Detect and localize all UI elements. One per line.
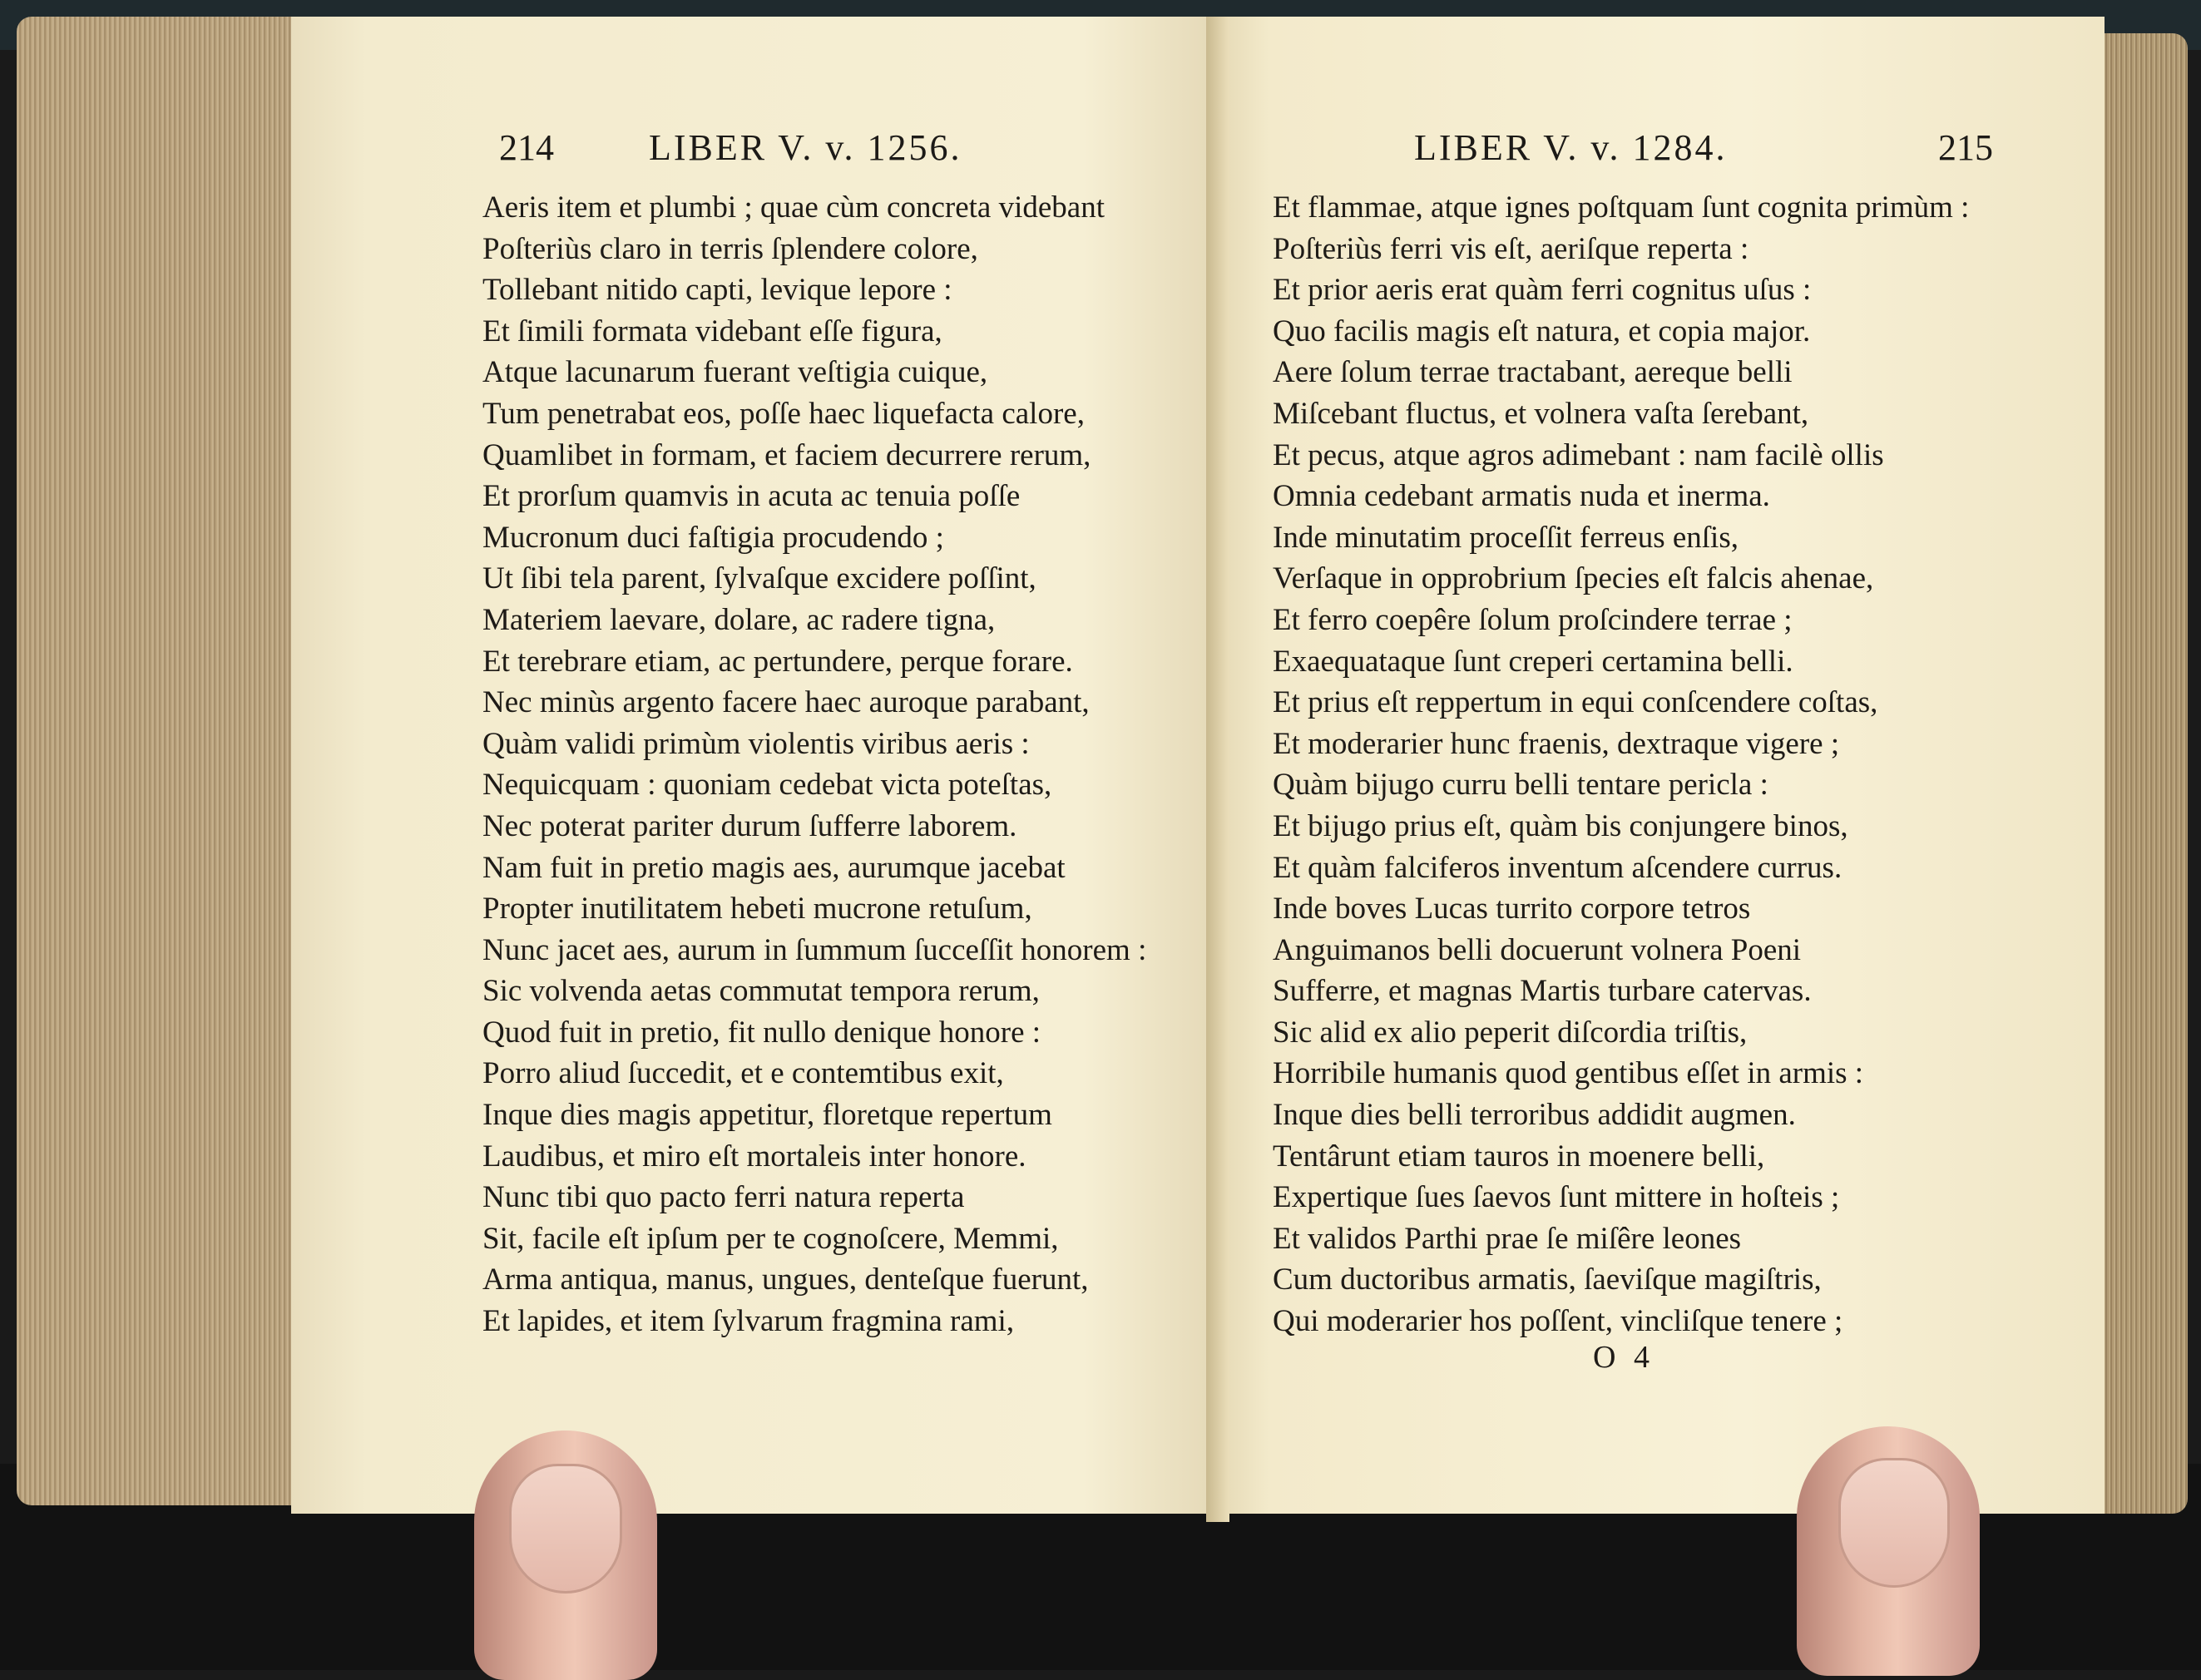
text-line: Et moderarier hunc fraenis, dextraque vigere ; bbox=[1273, 726, 1840, 761]
text-line: Poſteriùs claro in terris ſplendere colore, bbox=[482, 231, 978, 266]
text-line: Et quàm falciferos inventum aſcendere currus. bbox=[1273, 850, 1842, 885]
right-thumb bbox=[1797, 1426, 1980, 1676]
text-line: Inque dies magis appetitur, floretque repertum bbox=[482, 1098, 1052, 1133]
text-line: Et lapides, et item ſylvarum fragmina rami, bbox=[482, 1304, 1015, 1339]
text-line: Porro aliud ſuccedit, et e contemtibus exit, bbox=[482, 1056, 1004, 1091]
text-line: Nequicquam : quoniam cedebat victa poteſtas, bbox=[482, 768, 1052, 803]
text-line: Quod fuit in pretio, fit nullo denique honore : bbox=[482, 1015, 1041, 1050]
text-line: Quàm bijugo curru belli tentare pericla : bbox=[1273, 768, 1768, 803]
text-line: Et bijugo prius eſt, quàm bis conjungere binos, bbox=[1273, 808, 1848, 843]
text-line: Nec poterat pariter durum ſufferre laborem. bbox=[482, 808, 1017, 843]
text-line: Sufferre, et magnas Martis turbare catervas. bbox=[1273, 974, 1812, 1009]
left-thumbnail-nail bbox=[509, 1464, 622, 1594]
open-book bbox=[17, 17, 2188, 1539]
text-line: Nunc tibi quo pacto ferri natura reperta bbox=[482, 1180, 965, 1215]
text-line: Horribile humanis quod gentibus eſſet in armis : bbox=[1273, 1056, 1864, 1091]
text-line: Cum ductoribus armatis, ſaeviſque magiſtris, bbox=[1273, 1262, 1822, 1297]
text-line: Sic alid ex alio peperit diſcordia triſtis, bbox=[1273, 1015, 1748, 1050]
text-line: Et pecus, atque agros adimebant : nam facilè ollis bbox=[1273, 437, 1884, 472]
text-line: Inde boves Lucas turrito corpore tetros bbox=[1273, 892, 1751, 926]
text-line: Poſteriùs ferri vis eſt, aeriſque reperta : bbox=[1273, 231, 1749, 266]
page-edges-left bbox=[17, 17, 299, 1505]
text-line: Et prius eſt reppertum in equi conſcendere coſtas, bbox=[1273, 685, 1878, 720]
text-line: Nec minùs argento facere haec auroque parabant, bbox=[482, 685, 1090, 720]
text-line: Sic volvenda aetas commutat tempora rerum, bbox=[482, 974, 1040, 1009]
text-line: Aeris item et plumbi ; quae cùm concreta videbant bbox=[482, 190, 1105, 225]
text-line: Laudibus, et miro eſt mortaleis inter honore. bbox=[482, 1139, 1026, 1174]
book-gutter bbox=[1206, 17, 1229, 1522]
text-line: Propter inutilitatem hebeti mucrone retuſum, bbox=[482, 892, 1032, 926]
text-line: Et terebrare etiam, ac pertundere, perque forare. bbox=[482, 644, 1073, 679]
right-thumbnail-nail bbox=[1838, 1458, 1950, 1588]
text-line: Et ſimili formata videbant eſſe figura, bbox=[482, 314, 942, 348]
text-line: Expertique ſues ſaevos ſunt mittere in hoſteis ; bbox=[1273, 1180, 1840, 1215]
text-line: Mucronum duci faſtigia procudendo ; bbox=[482, 520, 944, 555]
text-line: Et flammae, atque ignes poſtquam ſunt cognita primùm : bbox=[1273, 190, 1970, 225]
text-line: Et prorſum quamvis in acuta ac tenuia poſſe bbox=[482, 479, 1021, 514]
text-line: Quàm validi primùm violentis viribus aeris : bbox=[482, 726, 1030, 761]
text-line: Inque dies belli terroribus addidit augmen. bbox=[1273, 1098, 1796, 1133]
right-page bbox=[1206, 17, 2105, 1514]
text-line: Et ferro coepêre ſolum proſcindere terrae ; bbox=[1273, 602, 1793, 637]
text-line: Aere ſolum terrae tractabant, aereque belli bbox=[1273, 355, 1793, 390]
text-line: Nam fuit in pretio magis aes, aurumque jacebat bbox=[482, 850, 1066, 885]
text-line: Exaequataque ſunt creperi certamina belli. bbox=[1273, 644, 1793, 679]
text-line: Qui moderarier hos poſſent, vincliſque tenere ; bbox=[1273, 1304, 1843, 1339]
left-text-block bbox=[482, 187, 1146, 1342]
right-text-block bbox=[1273, 187, 1969, 1342]
left-running-head: LIBER V. v. 1256. bbox=[649, 127, 962, 168]
text-line: Et validos Parthi prae ſe miſêre leones bbox=[1273, 1221, 1742, 1256]
left-page-number: 214 bbox=[499, 127, 554, 168]
left-page bbox=[291, 17, 1223, 1514]
right-running-head: LIBER V. v. 1284. bbox=[1414, 127, 1728, 168]
text-line: Et prior aeris erat quàm ferri cognitus uſus : bbox=[1273, 273, 1812, 308]
text-line: Materiem laevare, dolare, ac radere tigna, bbox=[482, 602, 996, 637]
right-page-number: 215 bbox=[1938, 127, 1993, 168]
text-line: Tum penetrabat eos, poſſe haec liquefacta calore, bbox=[482, 396, 1085, 431]
text-line: Quamlibet in formam, et faciem decurrere rerum, bbox=[482, 437, 1091, 472]
text-line: Quo facilis magis eſt natura, et copia major. bbox=[1273, 314, 1811, 348]
text-line: Omnia cedebant armatis nuda et inerma. bbox=[1273, 479, 1770, 514]
text-line: Inde minutatim proceſſit ferreus enſis, bbox=[1273, 520, 1739, 555]
text-line: Nunc jacet aes, aurum in ſummum ſucceſſit honorem : bbox=[482, 932, 1147, 967]
text-line: Sit, facile eſt ipſum per te cognoſcere, Memmi, bbox=[482, 1221, 1059, 1256]
text-line: Atque lacunarum fuerant veſtigia cuique, bbox=[482, 355, 988, 390]
text-line: Verſaque in opprobrium ſpecies eſt falcis ahenae, bbox=[1273, 561, 1874, 596]
text-line: Arma antiqua, manus, ungues, denteſque fuerunt, bbox=[482, 1262, 1089, 1297]
text-line: Anguimanos belli docuerunt volnera Poeni bbox=[1273, 932, 1802, 967]
text-line: Tentârunt etiam tauros in moenere belli, bbox=[1273, 1139, 1765, 1174]
text-line: Tollebant nitido capti, levique lepore : bbox=[482, 273, 952, 308]
text-line: Miſcebant fluctus, et volnera vaſta ſerebant, bbox=[1273, 396, 1809, 431]
text-line: Ut ſibi tela parent, ſylvaſque excidere poſſint, bbox=[482, 561, 1036, 596]
signature-mark: O 4 bbox=[1593, 1340, 1654, 1375]
left-thumb bbox=[474, 1430, 657, 1680]
